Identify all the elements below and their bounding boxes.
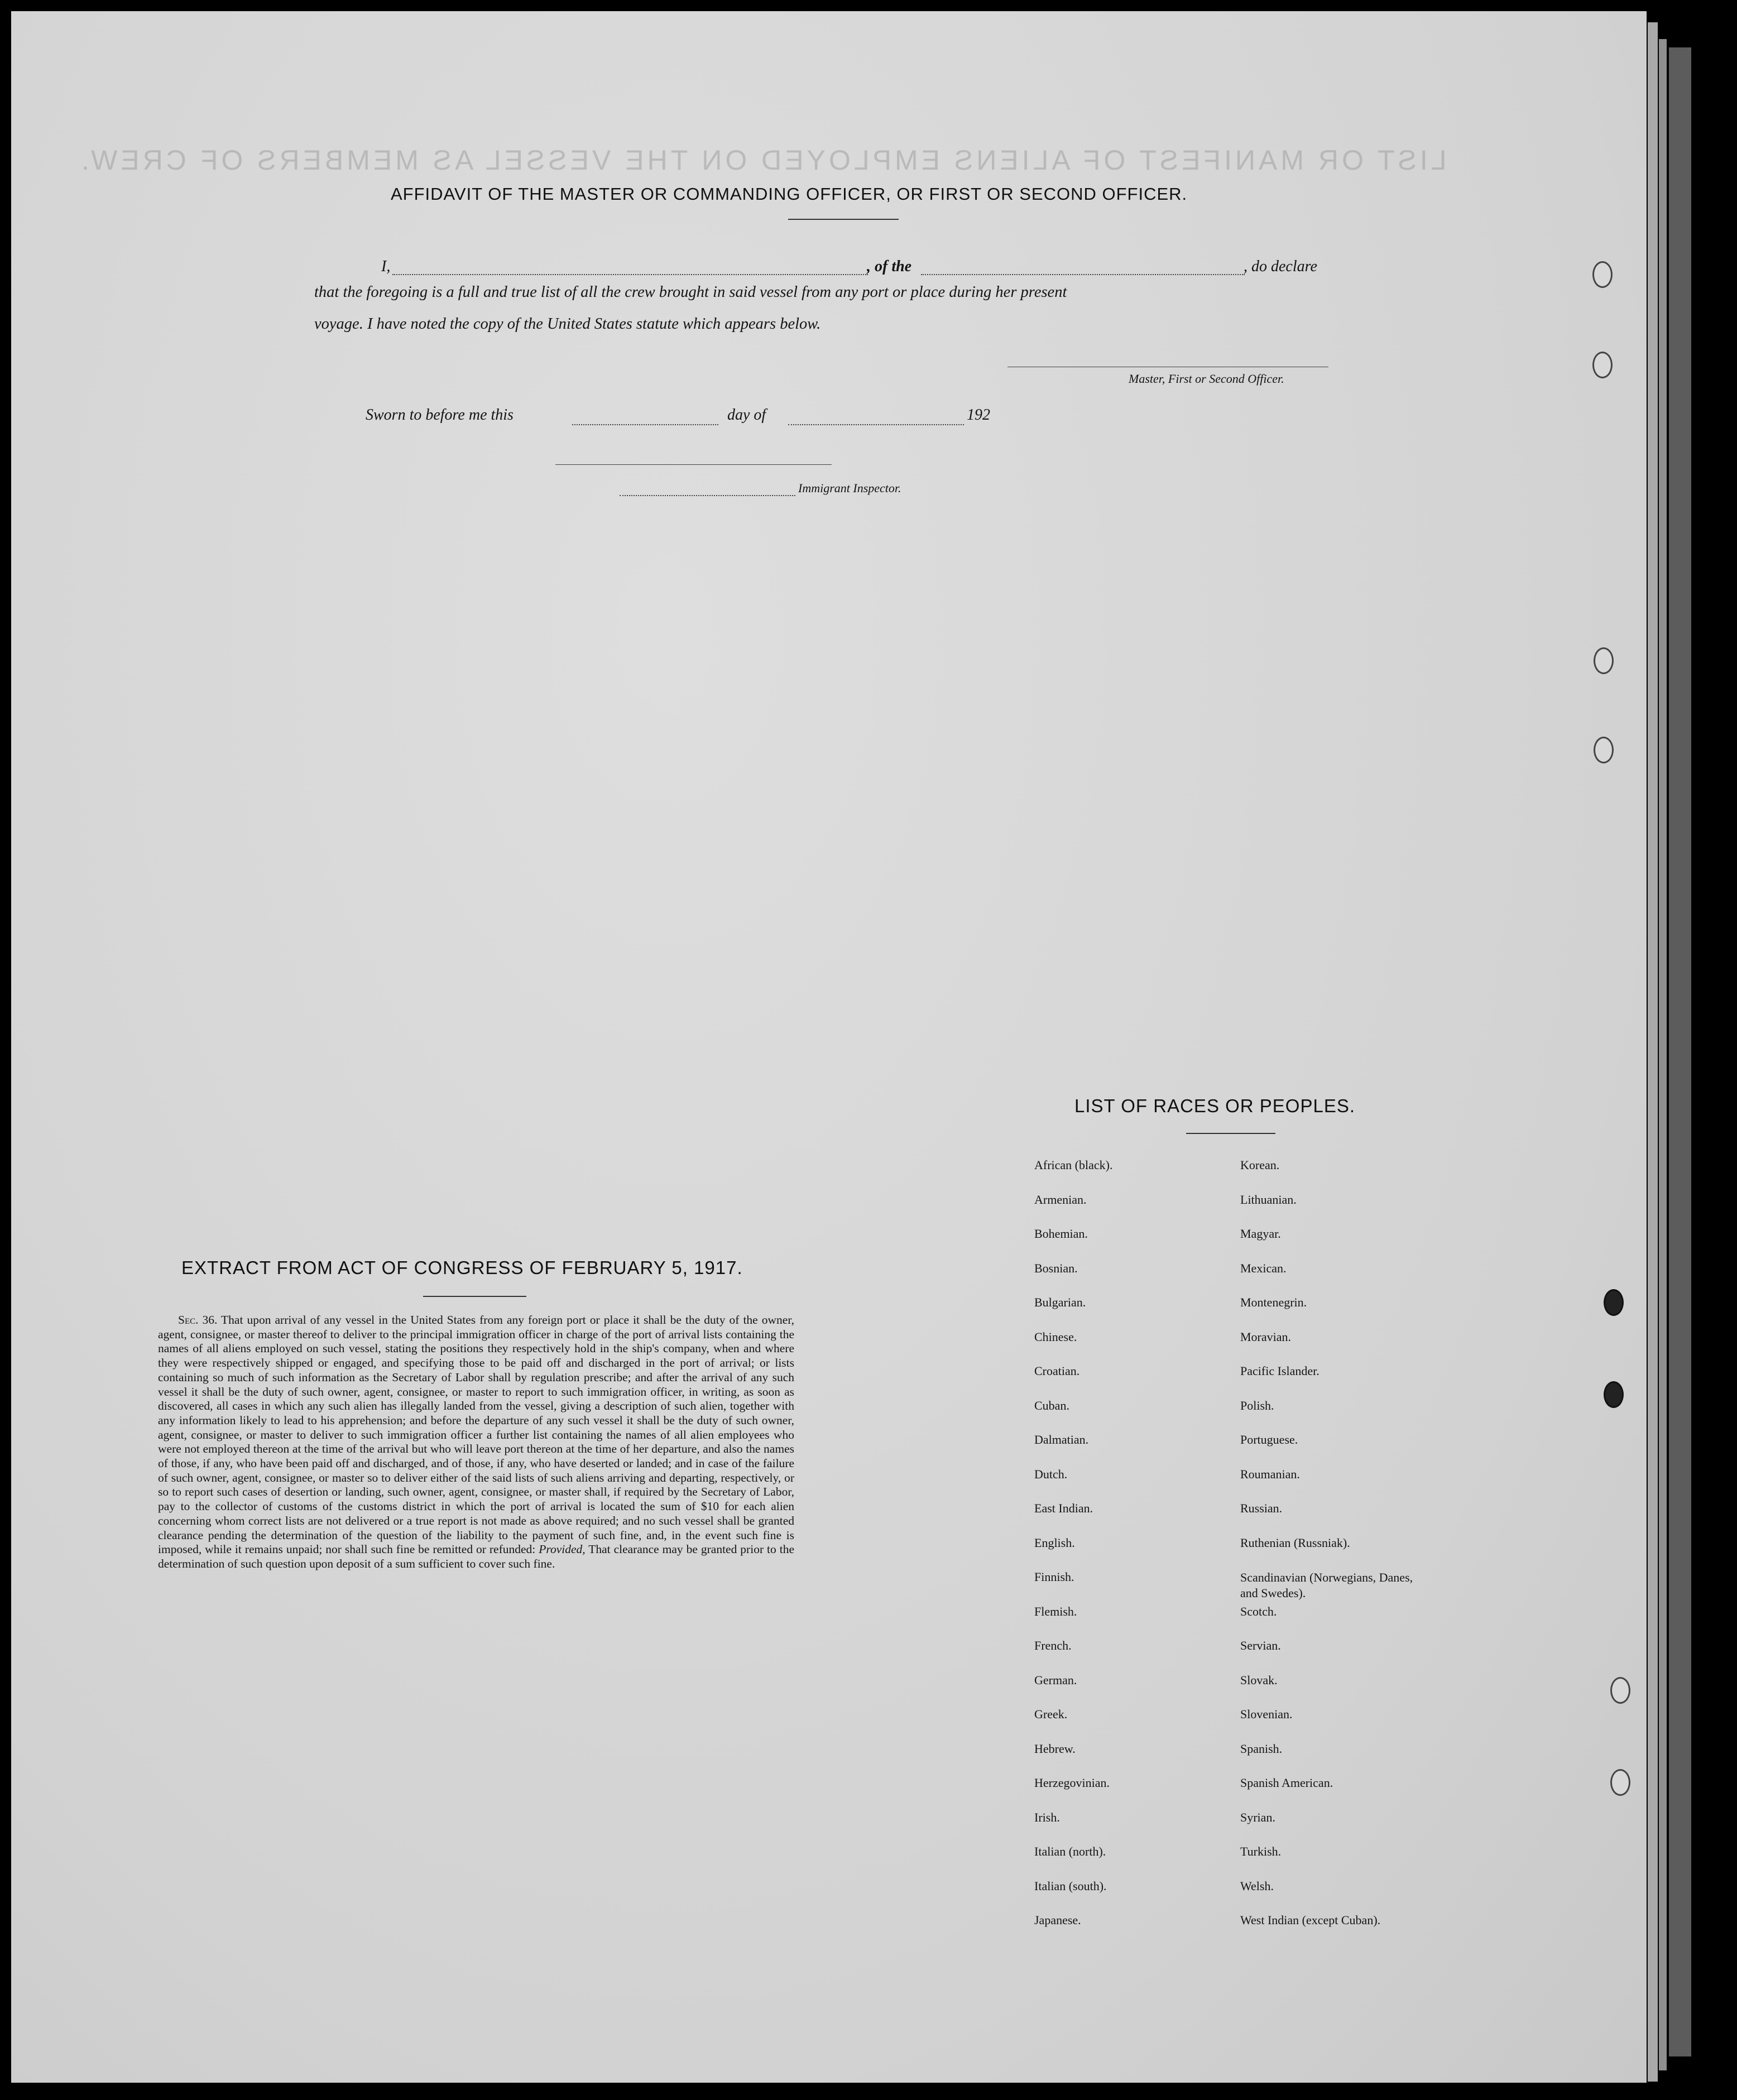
race-item: Finnish. [1034,1570,1074,1584]
race-item: East Indian. [1034,1501,1093,1515]
race-item: Russian. [1240,1501,1283,1515]
race-item: Turkish. [1240,1844,1282,1858]
day-of-label: day of [727,406,766,424]
punch-hole [1592,352,1613,378]
punch-hole [1592,261,1613,288]
sworn-month-field[interactable] [788,424,964,425]
extract-text [158,1313,794,1572]
declare-do-declare: , do declare [1244,258,1317,275]
declare-of-the: , of the [867,258,912,275]
affidavit-line-3: voyage. I have noted the copy of the United States statute which appears below. [314,315,821,333]
race-item: Roumanian. [1240,1467,1300,1481]
race-item: Spanish. [1240,1741,1283,1756]
punch-hole [1604,1381,1624,1408]
extract-body-1: That upon arrival of any vessel in the United States from any foreign port or place it shall be the duty of the owner, agent, consignee, or master thereof to deliver to the principal immigration officer in charge of the port of arrival lists containing the names of all aliens employed on such vessel, stating the positions they respectively hold in the ship's company, when and where they were respectively shipped or engaged, and specifying those to be paid off and discharged in the port of arrival; or lists containing so much of such information as the Secretary of Labor shall by regulation prescribe; and after the arrival of any such vessel it shall be the duty of such owner, agent, consignee, or master to report to such immigration officer, in writing, as soon as discovered, all cases in which any such alien has illegally landed from the vessel, giving a description of such alien, together with any information likely to lead to his apprehension; and before the departure of any such vessel it shall be the duty of such owner, agent, consignee, or master to deliver to such immigration officer a further list containing the names of all alien employees who were not employed thereon at the time of the arrival but who will leave port thereon at the time of her departure, and also the names of those, if any, who have been paid off and discharged, and of those, if any, who have deserted or landed; and in case of the failure of such owner, agent, consignee, or master so to deliver either of the said lists of such aliens arriving and departing, respectively, or so to report such cases of desertion or landing, such owner, agent, consignee, or master shall, if required by the Secretary of Labor, pay to the collector of customs of the customs district in which the port of arrival is located the sum of $10 for each alien concerning whom correct lists are not delivered or a true report is not made as above required; and no such vessel shall be granted clearance pending the determination of the question of the liability to the payment of such fine, and, in the event such fine is imposed, while it remains unpaid; nor shall such fine be remitted or refunded: [158,1313,794,1556]
race-item: Dutch. [1034,1467,1068,1481]
race-item: English. [1034,1535,1075,1550]
race-item: Portuguese. [1240,1433,1298,1447]
inspector-name-line [620,495,795,496]
race-item: Scotch. [1240,1604,1277,1618]
race-item: Welsh. [1240,1878,1274,1893]
race-item: Italian (south). [1034,1878,1107,1893]
bleedthrough-text: LIST OR MANIFEST OF ALIENS EMPLOYED ON THE VESSEL AS MEMBERS OF CREW. [78,145,1447,176]
master-name-field[interactable] [392,274,868,275]
punch-hole [1594,647,1614,674]
race-item: Korean. [1240,1158,1280,1172]
race-item: Magyar. [1240,1227,1281,1241]
document-page [11,11,1647,2083]
race-item: Lithuanian. [1240,1192,1297,1207]
provided-word: Provided, [539,1542,586,1556]
race-item: Spanish American. [1240,1776,1333,1790]
race-item: Armenian. [1034,1192,1087,1207]
heading-rule [788,219,899,220]
affidavit-line-2: that the foregoing is a full and true list of all the crew brought in said vessel from any port or place during her present [314,283,1067,301]
race-item: Servian. [1240,1638,1281,1652]
race-item: Slovak. [1240,1673,1278,1687]
punch-hole [1610,1677,1630,1704]
punch-hole [1610,1769,1630,1796]
extract-heading: EXTRACT FROM ACT OF CONGRESS OF FEBRUARY 5, 1917. [181,1257,743,1278]
race-item: Greek. [1034,1707,1068,1721]
race-item: Chinese. [1034,1329,1077,1344]
race-item: Bohemian. [1034,1227,1088,1241]
race-item: Slovenian. [1240,1707,1293,1721]
heading-rule [1186,1133,1275,1134]
race-item: West Indian (except Cuban). [1240,1913,1381,1927]
page-edge [1669,47,1691,2056]
extract-body-2: That clearance may be granted prior to the determination of such question upon deposit of a sum sufficient to cover such fine. [158,1542,794,1570]
race-item: French. [1034,1638,1072,1652]
signature-caption: Master, First or Second Officer. [1129,372,1284,386]
affidavit-heading: AFFIDAVIT OF THE MASTER OR COMMANDING OFFICER, OR FIRST OR SECOND OFFICER. [391,184,1188,204]
race-item: Italian (north). [1034,1844,1106,1858]
sworn-day-field[interactable] [572,424,718,425]
year-prefix: 192 [967,406,990,424]
race-item: Ruthenian (Russniak). [1240,1535,1350,1550]
race-item: Croatian. [1034,1364,1080,1378]
race-item: Cuban. [1034,1398,1069,1412]
race-item: Polish. [1240,1398,1274,1412]
vessel-name-field[interactable] [921,274,1245,275]
race-item: Montenegrin. [1240,1295,1307,1309]
page-edge [1659,39,1667,2070]
declare-i: I, [381,258,391,275]
race-item: Pacific Islander. [1240,1364,1319,1378]
section-label: Sec. 36. [178,1313,218,1327]
page-edge [1648,22,1658,2082]
punch-hole [1594,737,1614,763]
race-item: Flemish. [1034,1604,1077,1618]
race-item: Herzegovinian. [1034,1776,1110,1790]
race-item: Syrian. [1240,1810,1275,1824]
race-item: Dalmatian. [1034,1433,1089,1447]
race-item: Hebrew. [1034,1741,1076,1756]
race-item: Scandinavian (Norwegians, Danes, and Swedes). [1240,1570,1413,1600]
inspector-caption: Immigrant Inspector. [798,481,901,495]
race-item: German. [1034,1673,1077,1687]
sworn-label: Sworn to before me this [366,406,514,424]
race-item: Irish. [1034,1810,1060,1824]
races-heading: LIST OF RACES OR PEOPLES. [1074,1095,1356,1116]
race-item: Moravian. [1240,1329,1292,1344]
race-item: Japanese. [1034,1913,1081,1927]
race-item: African (black). [1034,1158,1113,1172]
race-item: Bulgarian. [1034,1295,1086,1309]
punch-hole [1604,1289,1624,1316]
race-item: Mexican. [1240,1261,1287,1275]
race-item: Bosnian. [1034,1261,1078,1275]
inspector-signature-field[interactable] [555,464,832,465]
heading-rule [423,1296,526,1297]
